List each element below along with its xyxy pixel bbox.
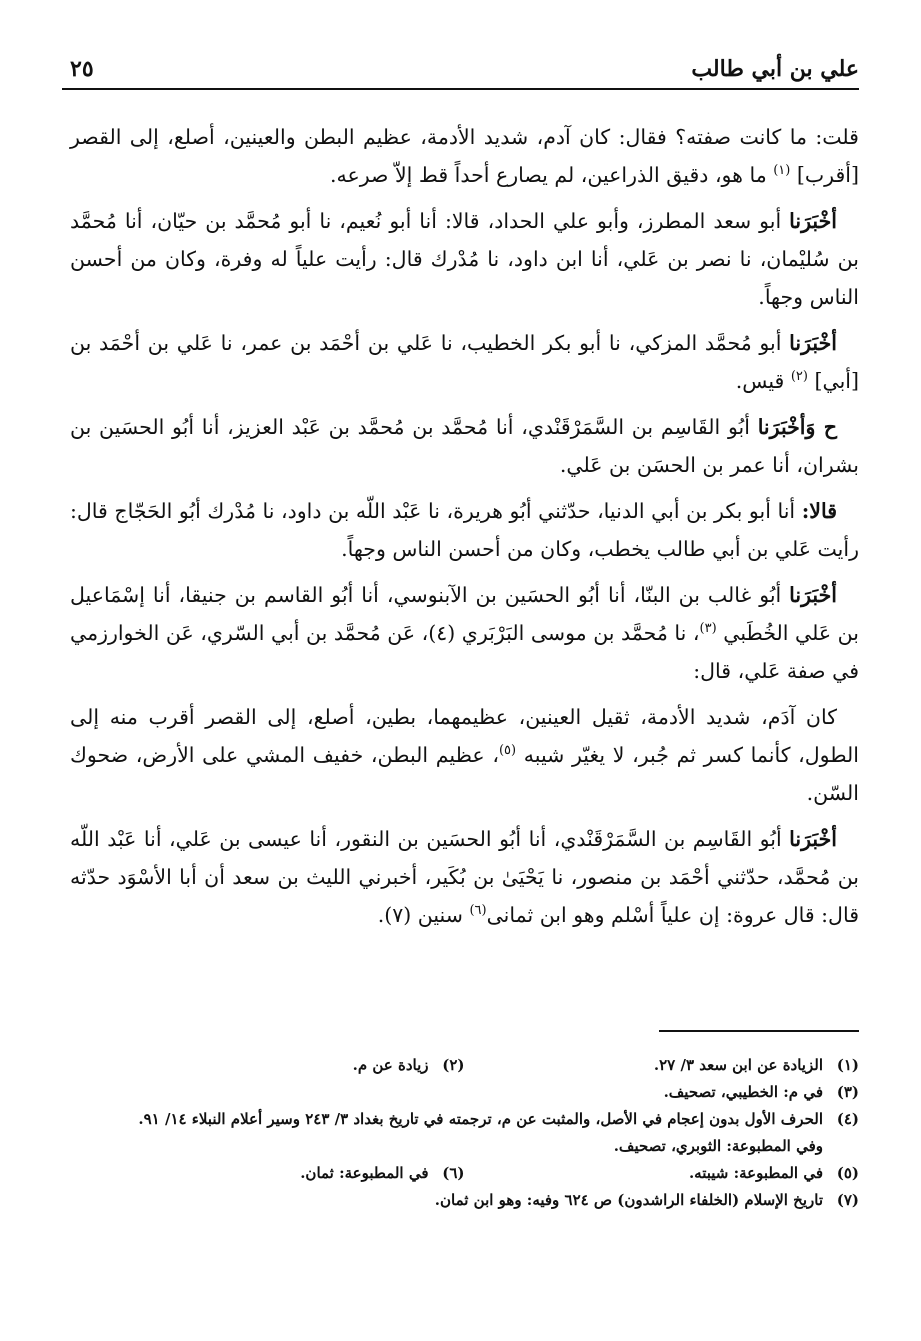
- paragraph-text: سنين (٧).: [377, 903, 470, 927]
- paragraph-text: ، نا مُحمَّد بن موسى البَرْبَري (٤)، عَن مُحمَّد بن أبي السّري، عَن الخوارزمي في صفة عَلي، قال:: [70, 621, 859, 683]
- paragraph-text: ما هو، دقيق الذراعين، لم يصارع أحداً قط إلاّ صرعه.: [329, 163, 774, 187]
- footnote-text: زيادة عن م.: [352, 1056, 429, 1074]
- footnote-marker: (٣): [699, 621, 717, 637]
- footnote-marker: (١): [773, 163, 791, 179]
- paragraph-text: قلت: ما كانت صفته؟ فقال: كان آدم، شديد الأدمة، عظيم البطن والعينين، أصلع، إلى القصر [أقرب]: [70, 125, 859, 187]
- footnote-number: (٢): [442, 1056, 465, 1074]
- footnote: [465, 1160, 860, 1187]
- footnotes: [70, 1052, 859, 1214]
- footnote-text: في م: الخطيبي، تصحيف.: [663, 1083, 823, 1101]
- footnote: [465, 1052, 860, 1079]
- paragraph: [70, 576, 859, 690]
- paragraph-text: أبو سعد المطرز، وأبو علي الحداد، قالا: أنا أبو نُعيم، نا أبو مُحمَّد بن حيّان، أنا مُحمَّد بن سُليْمان، نا نصر بن عَلي، أنا ابن داود، نا مُدْرك قال: رأيت علياً له وفرة، وكان من أحسن الناس وجهاً.: [70, 209, 859, 309]
- footnote: [70, 1079, 859, 1106]
- footnote-text: الحرف الأول بدون إعجام في الأصل، والمثبت عن م، ترجمته في تاريخ بغداد ٣/ ٢٤٣ وسير أعلام النبلاء ١٤/ ٩١.: [138, 1110, 823, 1128]
- paragraph: [70, 820, 859, 934]
- paragraph-text: أبُو القَاسِم بن السَّمَرْقَنْدي، أنا مُحمَّد بن مُحمَّد بن عَبْد العزيز، أنا أبُو الحسَين بن بشران، أنا عمر بن الحسَن بن عَلي.: [70, 415, 859, 477]
- paragraph-text: ، عظيم البطن، خفيف المشي على الأرض، ضحوك السّن.: [70, 743, 859, 805]
- footnote: [70, 1052, 465, 1079]
- footnote-row: [70, 1052, 859, 1079]
- footnote-number: (٦): [442, 1164, 465, 1182]
- footnote-row: [70, 1160, 859, 1187]
- paragraph: [70, 492, 859, 568]
- footnote-text: وفي المطبوعة: الثوبري، تصحيف.: [613, 1137, 823, 1155]
- footnote-number: (١): [836, 1056, 859, 1074]
- footnote-text: تاريخ الإسلام (الخلفاء الراشدون) ص ٦٢٤ وفيه: وهو ابن ثمان.: [434, 1191, 823, 1209]
- paragraph: [70, 118, 859, 194]
- paragraph-lead: أخْبَرَنا: [789, 827, 837, 851]
- footnote-marker: (٦): [469, 903, 487, 919]
- running-title: علي بن أبي طالب: [691, 56, 859, 82]
- footnote: [70, 1106, 859, 1133]
- paragraph: [70, 408, 859, 484]
- paragraph-lead: قالا:: [801, 499, 837, 523]
- footnote-number: (٧): [836, 1191, 859, 1209]
- paragraph-lead: أخْبَرَنا: [789, 209, 837, 233]
- footnote-marker: (٢): [790, 369, 808, 385]
- paragraph: [70, 324, 859, 400]
- footnote: [70, 1187, 859, 1214]
- page-number: ٢٥: [70, 56, 94, 82]
- paragraph-text: أبُو القَاسِم بن السَّمَرْقَنْدي، أنا أبُو الحسَين بن النقور، أنا عيسى بن عَلي، أنا عَبْد اللّه بن مُحمَّد، حدّثني أحْمَد بن منصور، نا يَحْيَىٰ بن بُكَير، أخبرني الليث بن سعد أن أبا الأسْوَد حدّثه قال: قال عروة: إن علياً أسْلم وهو ابن ثمانى: [70, 827, 859, 927]
- footnote-number: (٤): [836, 1110, 859, 1128]
- footnote-number: (٣): [836, 1083, 859, 1101]
- paragraph-text: أبو مُحمَّد المزكي، نا أبو بكر الخطيب، نا عَلي بن أحْمَد بن عمر، نا عَلي بن أحْمَد بن [أبي]: [70, 331, 859, 393]
- footnote-divider: [659, 1030, 859, 1032]
- paragraph-lead: أخْبَرَنا: [789, 331, 837, 355]
- footnote-text: في المطبوعة: ثمان.: [300, 1164, 429, 1182]
- paragraph-text: أبُو غالب بن البنّا، أنا أبُو الحسَين بن الآبنوسي، أنا أبُو القاسم بن جنيقا، أنا إسْمَاعيل بن عَلي الخُطَبي: [70, 583, 859, 645]
- footnote-continuation: [70, 1133, 859, 1160]
- paragraph-lead: ح وَأخْبَرَنا: [757, 415, 837, 439]
- paragraph-text: قيس.: [735, 369, 791, 393]
- footnote-text: في المطبوعة: شيبته.: [688, 1164, 823, 1182]
- paragraph-lead: أخْبَرَنا: [789, 583, 837, 607]
- footnote: [70, 1160, 465, 1187]
- footnote-text: الزيادة عن ابن سعد ٣/ ٢٧.: [653, 1056, 823, 1074]
- main-text: [70, 118, 859, 942]
- footnote-marker: (٥): [498, 743, 517, 759]
- paragraph-text: كان آدَم، شديد الأدمة، ثقيل العينين، عظيمهما، بطين، أصلع، إلى القصر أقرب منه إلى الطول، كأنما كسر ثم جُبر، لا يغيّر شيبه: [70, 705, 859, 767]
- footnote-number: (٥): [836, 1164, 859, 1182]
- running-header: [62, 52, 859, 90]
- paragraph: [70, 698, 859, 812]
- paragraph-text: أنا أبو بكر بن أبي الدنيا، حدّثني أبُو هريرة، نا عَبْد اللّه بن داود، نا مُدْرك أبُو الحَجّاج قال: رأيت عَلي بن أبي طالب يخطب، وكان من أحسن الناس وجهاً.: [70, 499, 859, 561]
- paragraph: [70, 202, 859, 316]
